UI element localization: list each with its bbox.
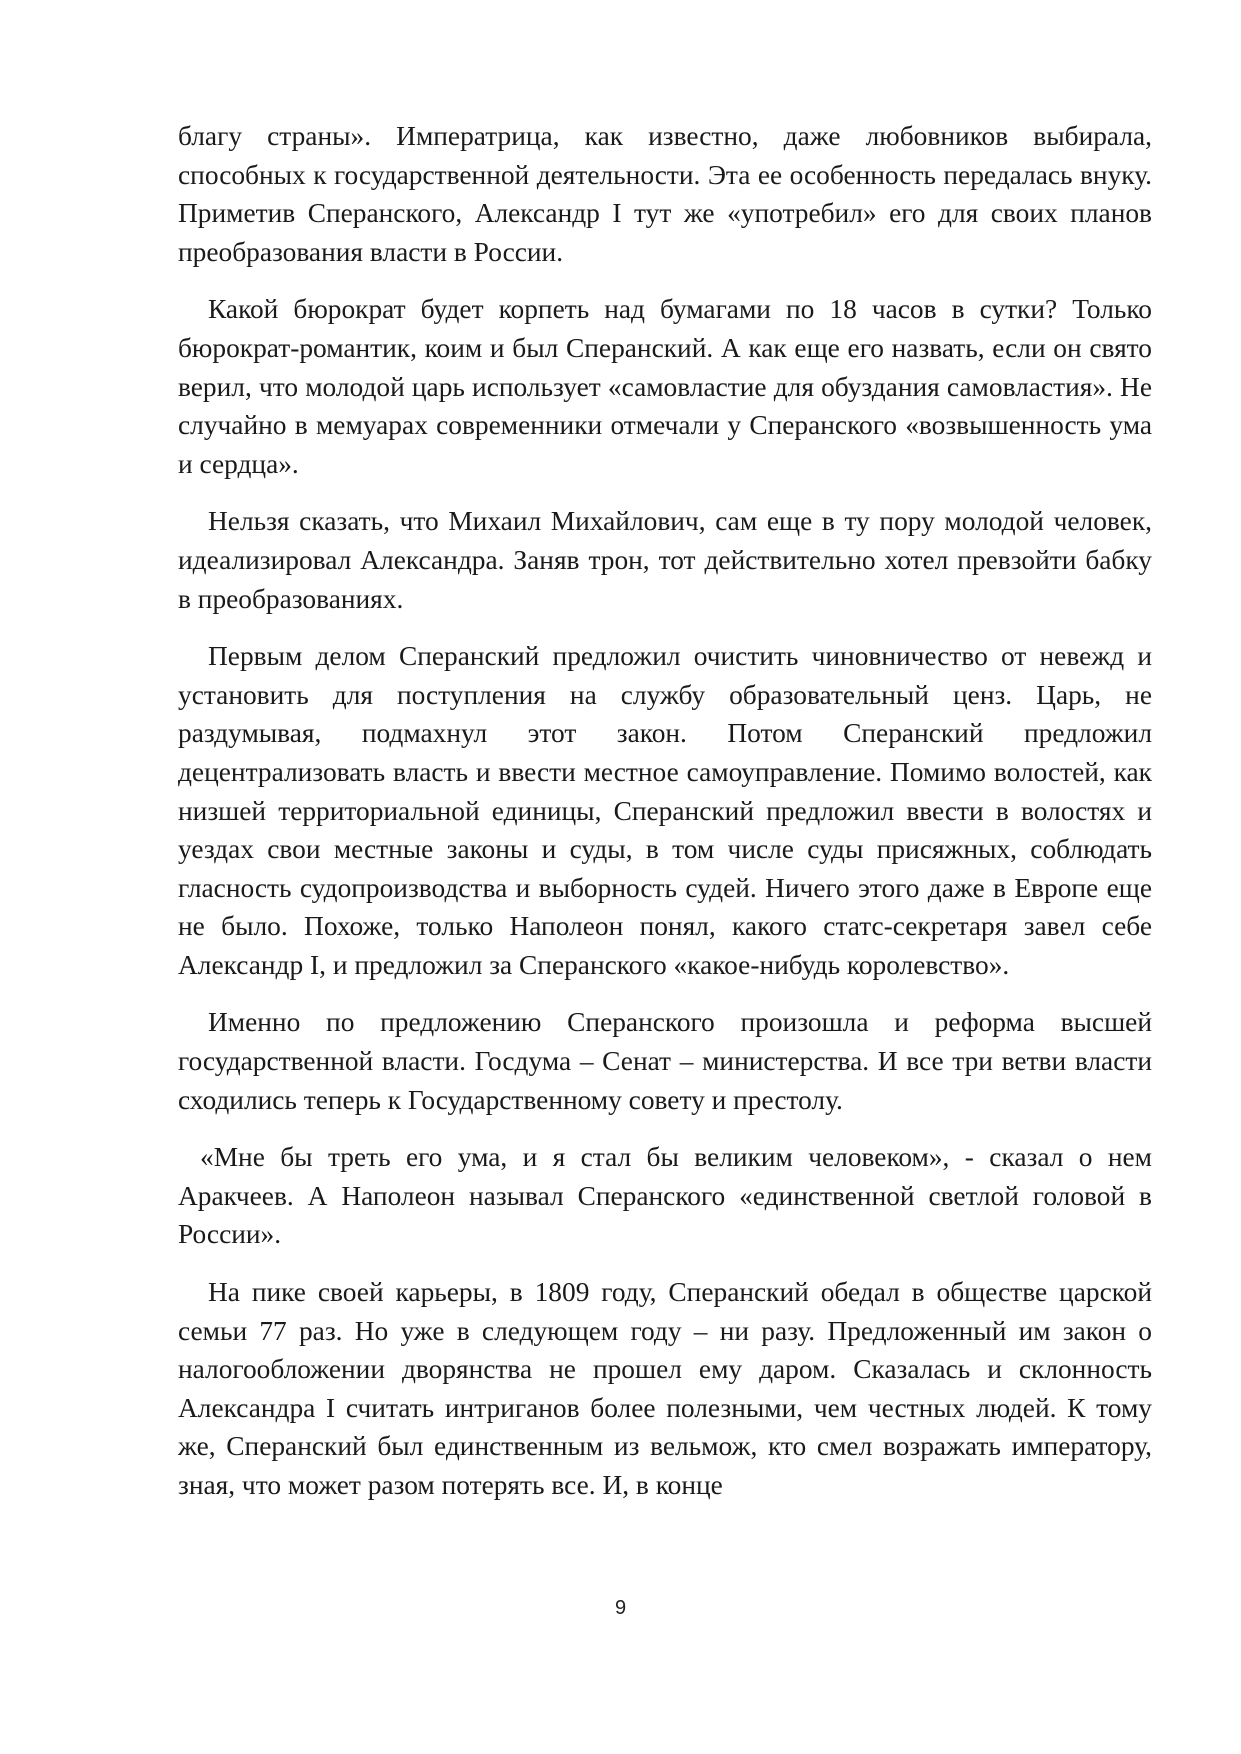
paragraph-6: «Мне бы треть его ума, и я стал бы великим человеком», - сказал о нем Аракчеев. А Наполеон называл Сперанского «единственной светлой головой в России». <box>178 1142 1152 1250</box>
paragraph-3: Нельзя сказать, что Михаил Михайлович, сам еще в ту пору молодой человек, идеализировал Александра. Заняв трон, тот действительно хотел превзойти бабку в преобразованиях. <box>178 506 1152 614</box>
body-text <box>178 117 1152 1524</box>
paragraph-7: На пике своей карьеры, в 1809 году, Сперанский обедал в обществе царской семьи 77 раз. Но уже в следующем году – ни разу. Предложенный им закон о налогообложении дворянства не прошел ему даром. Сказалась и склонность Александра I считать интриганов более полезными, чем честных людей. К тому же, Сперанский был единственным из вельмож, кто смел возражать императору, зная, что может разом потерять все. И, в конце <box>178 1277 1152 1500</box>
page-number: 9 <box>614 1597 627 1619</box>
paragraph-5: Именно по предложению Сперанского произошла и реформа высшей государственной власти. Госдума – Сенат – министерства. И все три ветви власти сходились теперь к Государственному совету и престолу. <box>178 1007 1152 1115</box>
paragraph-4: Первым делом Сперанский предложил очистить чиновничество от невежд и установить для поступления на службу образовательный ценз. Царь, не раздумывая, подмахнул этот закон. Потом Сперанский предложил децентрализовать власть и ввести местное самоуправление. Помимо волостей, как низшей территориальной единицы, Сперанский предложил ввести в волостях и уездах свои местные законы и суды, в том числе суды присяжных, соблюдать гласность судопроизводства и выборность судей. Ничего этого даже в Европе еще не было. Похоже, только Наполеон понял, какого статс-секретаря завел себе Александр I, и предложил за Сперанского «какое-нибудь королевство». <box>178 641 1152 980</box>
paragraph-2: Какой бюрократ будет корпеть над бумагами по 18 часов в сутки? Только бюрократ-романтик, коим и был Сперанский. А как еще его назвать, если он свято верил, что молодой царь использует «самовластие для обуздания самовластия». Не случайно в мемуарах современники отмечали у Сперанского «возвышенность ума и сердца». <box>178 294 1152 479</box>
paragraph-1: благу страны». Императрица, как известно, даже любовников выбирала, способных к государственной деятельности. Эта ее особенность передалась внуку. Приметив Сперанского, Александр I тут же «употребил» его для своих планов преобразования власти в России. <box>178 121 1152 267</box>
